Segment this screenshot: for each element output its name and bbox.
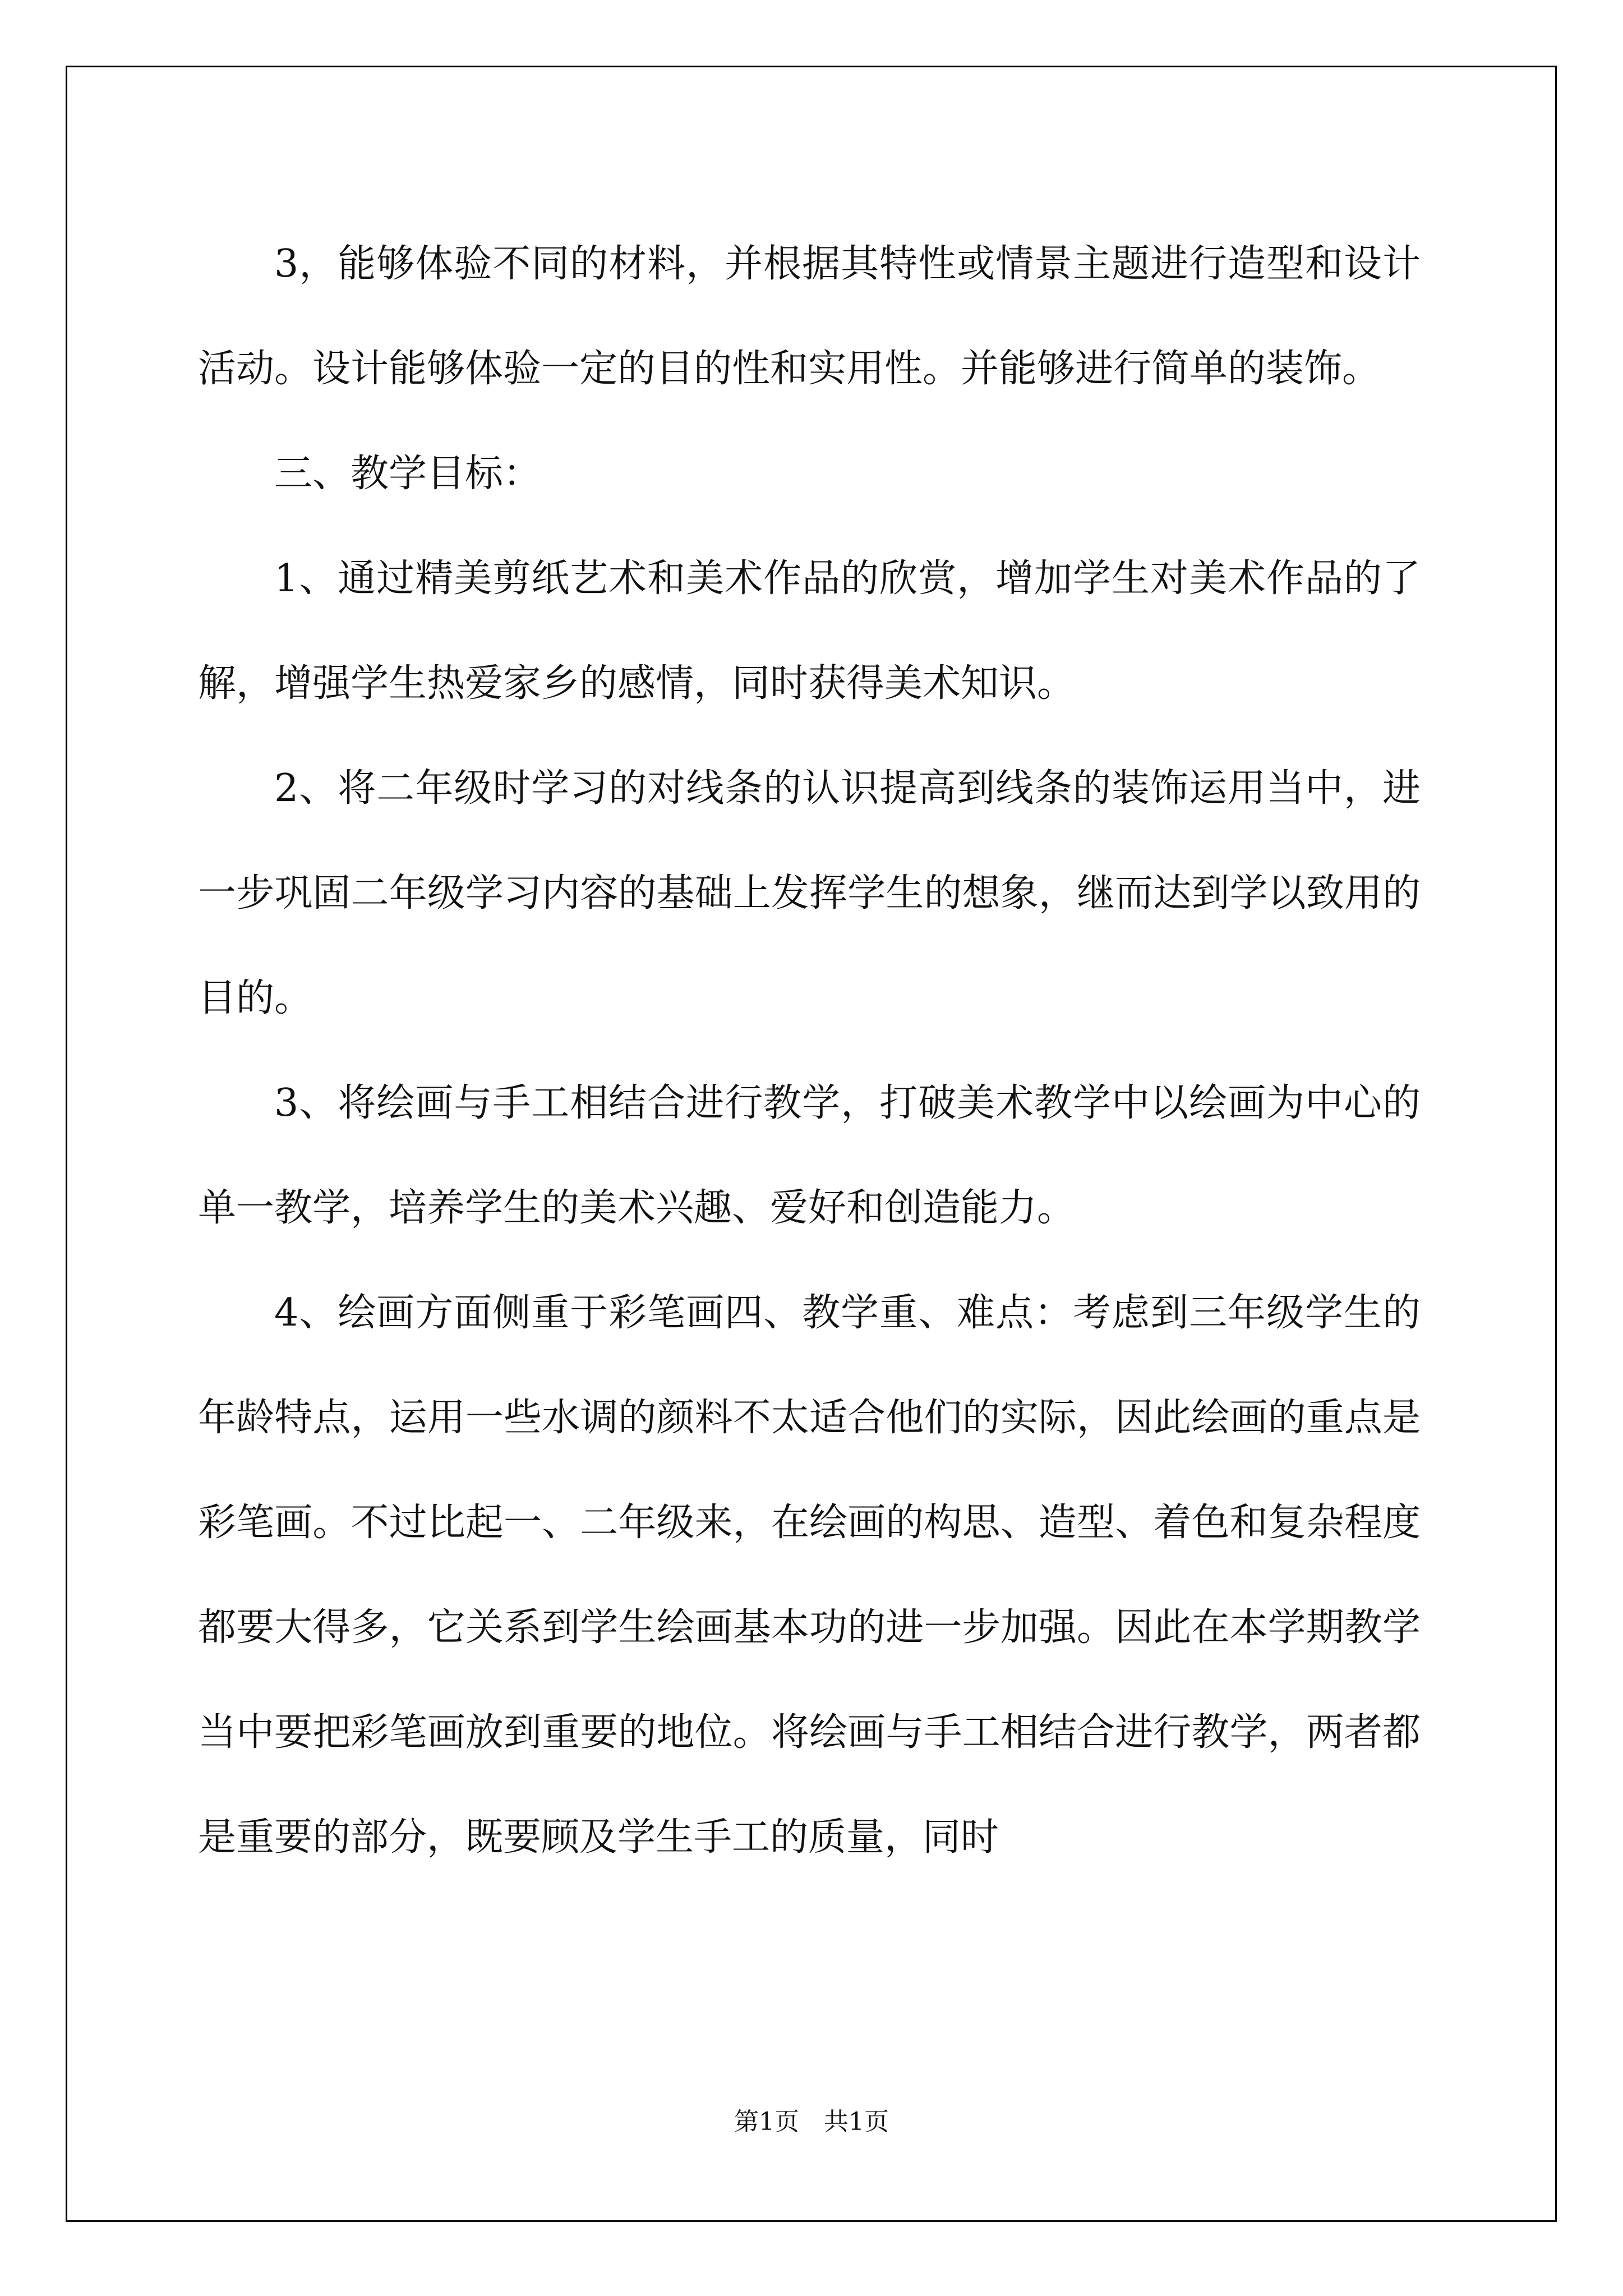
page-number-footer: 第1页 共1页 — [734, 2108, 889, 2136]
section-heading: 三、教学目标： — [274, 452, 542, 496]
paragraph: 3，能够体验不同的材料，并根据其特性或情景主题进行造型和设计活动。设计能够体验一定的目的性和实用性。并能够进行简单的装饰。 — [198, 242, 1421, 391]
paragraph: 4、绘画方面侧重于彩笔画四、教学重、难点：考虑到三年级学生的年龄特点，运用一些水调的颜料不太适合他们的实际，因此绘画的重点是彩笔画。不过比起一、二年级来，在绘画的构思、造型、着色和复杂程度都要大得多，它关系到学生绘画基本功的进一步加强。因此在本学期教学当中要把彩笔画放到重要的地位。将绘画与手工相结合进行教学，两者都是重要的部分，既要顾及学生手工的质量，同时 — [198, 1291, 1421, 1860]
paragraph: 3、将绘画与手工相结合进行教学，打破美术教学中以绘画为中心的单一教学，培养学生的美术兴趣、爱好和创造能力。 — [198, 1081, 1421, 1230]
paragraph: 1、通过精美剪纸艺术和美术作品的欣赏，增加学生对美术作品的了解，增强学生热爱家乡的感情，同时获得美术知识。 — [198, 556, 1421, 706]
document-body — [198, 211, 1421, 1890]
paragraph: 2、将二年级时学习的对线条的认识提高到线条的装饰运用当中，进一步巩固二年级学习内容的基础上发挥学生的想象，继而达到学以致用的目的。 — [198, 766, 1421, 1020]
